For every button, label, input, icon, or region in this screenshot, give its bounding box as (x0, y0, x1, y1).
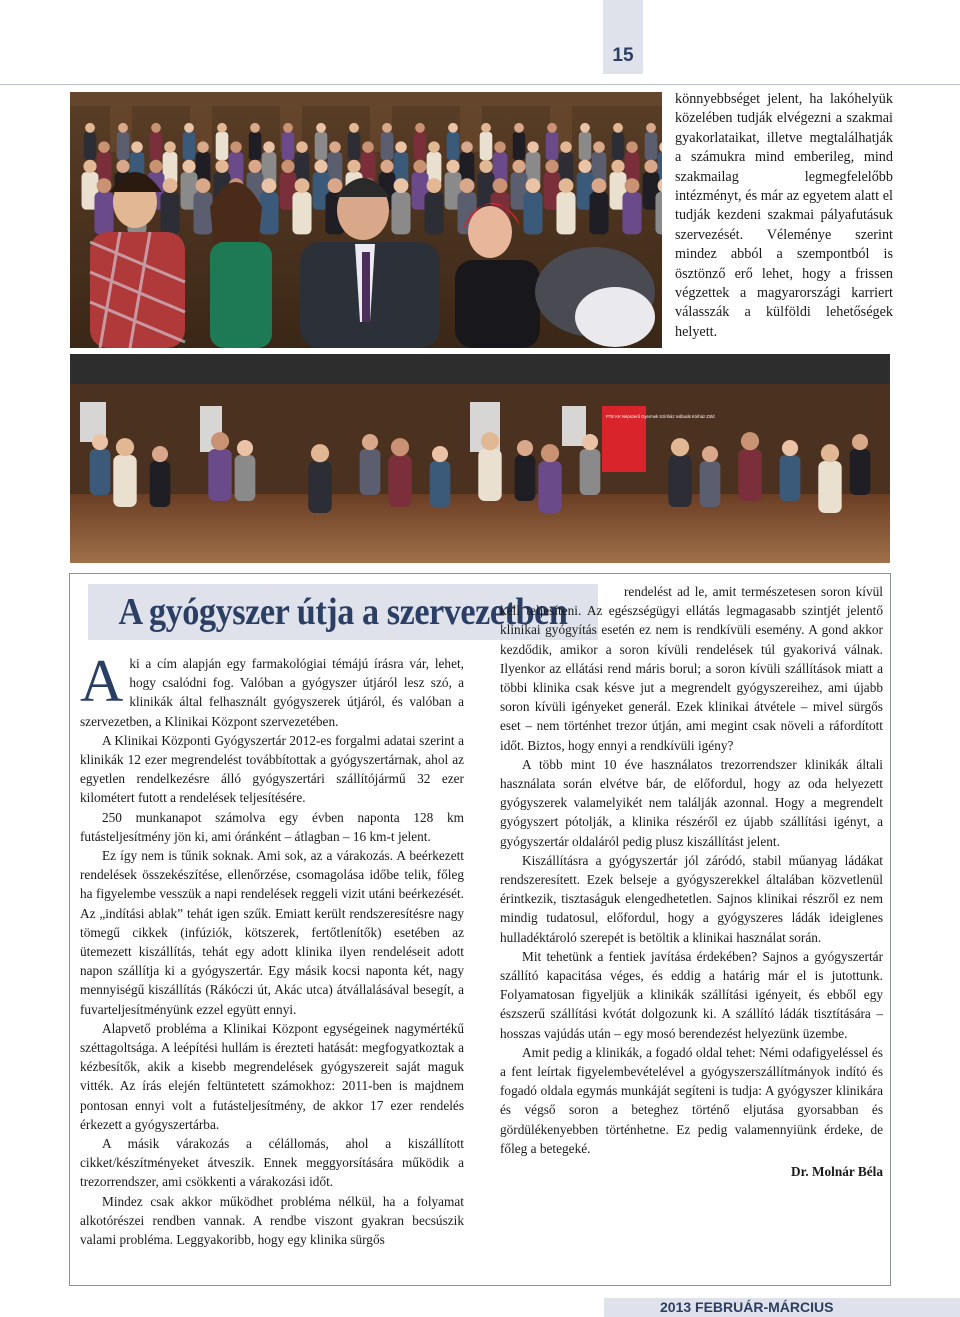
header-rule (0, 84, 960, 85)
exhibition-photo-illustration (70, 354, 890, 563)
continuation-paragraph: rendelést ad le, amit természetesen soron kívül kell teljesíteni. Az egészségügyi ellátás legmagasabb szintjét jelentő klinikai gyógyítás esetén ez nem is rendkívüli esemény. A gond akkor kezdődik, amikor a soron kívüli rendelések túl gyakorivá válnak. Ilyenkor az ellátási rend máris borul; a soron kívüli szállítások miatt a többi klinika csak késve jut a megrendelt gyógyszereihez, ami újabb soron kívüli igényeket generál. Ezek klinikai átvétele – mivel sürgős eset – nem történhet trezor útján, ami megint csak növeli a ráfordított időt. Biztos, hogy ennyi a rendkívüli igény? (500, 584, 883, 753)
paragraph: Kiszállításra a gyógyszertár jól záródó, stabil műanyag ládákat rendszeresített. Ezek belseje a gyógyszerekkel általában közvetlenül érintkezik, tisztaságuk elengedhetetlen. Sajnos klinikai részről ez nem mindig tudatosul, előfordul, hogy a gyógyszeres ládák ideiglenes hulladéktároló szerepét is betöltik a klinikai használat során. (500, 852, 883, 945)
paragraph: Mit tehetünk a fentiek javítása érdekében? Sajnos a gyógyszertár szállító kapacitása véges, és eddig a határig már el is jutottunk. Folyamatosan figyeljük a klinikák szállítási igényeit, és ebből egy észszerű szállítási kvótát dolgozunk ki. A szállító ládák tisztítására – hosszas vajúdás után – egy mosó berendezést helyezünk üzembe. (500, 948, 883, 1041)
paragraph: A másik várakozás a célállomás, ahol a kiszállított cikket/készítményeket átveszik. Ennek meggyorsítására működik a trezorrendszer, ami csökkenti a várakozási időt. (80, 1136, 464, 1190)
paragraph: Alapvető probléma a Klinikai Központ egységeinek nagymértékű széttagoltsága. A leépítési hullám is érezteti hatását: megfogyatkoztak a kézbesítők, akik a kisebb megrendelések gyógyszereit saját maguk vitték. Az írás elején feltüntetett számokhoz: 2011-ben is majdnem pontosan ennyi volt a futásteljesítmény, de akkor 17 ezer rendelés érkezett a gyógyszertárba. (80, 1020, 464, 1132)
paragraph: Ez így nem is tűnik soknak. Ami sok, az a várakozás. A beérkezett rendelések összekészítése, ellenőrzése, csomagolása időbe telik, főleg ha figyelembe vesszük a napi rendelések reggeli vizit utáni beérkezését. Az „indítási ablak” tehát igen szűk. Emiatt került rendszeresítésre nagy tömegű cikkek (infúziók, kötszerek, fertőtlenítők) esetében az ütemezett kiszállítás, tehát egy adott klinika ilyen rendeléseit adott napon szállítja ki a gyógyszertár. Egy másik kocsi naponta két, nagy mennyiségű kiszállítás (Rákóczi út, Akác utca) átvállalásával besegít, a fuvarteljesítményünk ezzel együtt ennyi. (80, 848, 464, 1017)
article-right-column (500, 582, 883, 1181)
drop-cap: A (80, 648, 124, 714)
audience-photo (70, 92, 662, 348)
lead-paragraph (80, 648, 464, 731)
footer-issue-date: 2013 FEBRUÁR-MÁRCIUS (660, 1299, 834, 1315)
page-number: 15 (612, 45, 634, 66)
article-left-column (80, 648, 464, 1249)
exhibition-hall-photo (70, 354, 890, 563)
author-signature: Dr. Molnár Béla (791, 1164, 883, 1180)
poster-text: PTE KK Népszerű Gyermek Színház Ivóbarát Kórház Zöld (606, 414, 715, 419)
paragraph: Mindez csak akkor működhet probléma nélkül, ha a folyamat alkotórészei rendben vannak. A rendbe viszont gyakran becsúszik valami probléma. Leggyakoribb, hogy egy klinika sürgős (80, 1193, 464, 1248)
paragraph: 250 munkanapot számolva egy évben naponta 128 km futásteljesítmény jön ki, ami óránként – átlagban – 16 km-t jelent. (80, 809, 464, 844)
paragraph: A több mint 10 éve használatos trezorrendszer klinikák általi használata során elvétve bár, de előfordul, hogy az oda helyezett gyógyszerek valamelyikét nem találják azonnal. Hogy a megrendelt gyógyszert pótolják, a klinika részéről ez újabb szállítási igényt, a gyógyszertár oldaláról pedig plusz kiszállítást jelent. (500, 756, 883, 849)
lead-text: ki a cím alapján egy farmakológiai témájú írásra vár, lehet, hogy csalódni fog. Valóban a gyógyszer útjáról lesz szó, a klinikák által felhasznált gyógyszerek útjáról, és valóban a szervezetben, a Klinikai Központ szervezetében. (80, 656, 464, 729)
audience-photo-illustration (70, 92, 662, 348)
side-text-continuation: könnyebbséget jelent, ha lakóhelyük közelében tudják elvégezni a szakmai gyakorlataikat, illetve megtalálhatják a számukra mind emberileg, mind szakmailag legmegfelelőbb intézményt, és már az egyetem alatt el tudják kezdeni szakmai pályafutásuk szervezését. Véleménye szerint mindez abból a szempontból is ösztönző erő lehet, hogy a frissen végzettek a magyarországi karriert válasszák a külföldi lehetőségek helyett. (675, 91, 893, 340)
paragraph: A Klinikai Központi Gyógyszertár 2012-es forgalmi adatai szerint a klinikák 12 ezer megrendelést továbbítottak a gyógyszertárnak, ahol az egyetlen rendelkezésre álló gyógyszertári szállítójármű 32 ezer kilométert futott a rendelések teljesítésére. (80, 732, 464, 806)
paragraph: Amit pedig a klinikák, a fogadó oldal tehet: Némi odafigyeléssel és a fent leírtak figyelembevételével a gyógyszerszállítmányok indító és fogadó oldala egymás munkáját segíteni is tudja: A gyógyszer klinikára és végső soron a beteghez történő eljutása gyorsabban és gördülékenyebben történhetne. Ez pedig valamennyiünk érdeke, de főleg a betegeké. (500, 1044, 883, 1156)
article-title: A gyógyszer útja a szervezetben (118, 591, 568, 633)
page-number-box (603, 0, 643, 74)
